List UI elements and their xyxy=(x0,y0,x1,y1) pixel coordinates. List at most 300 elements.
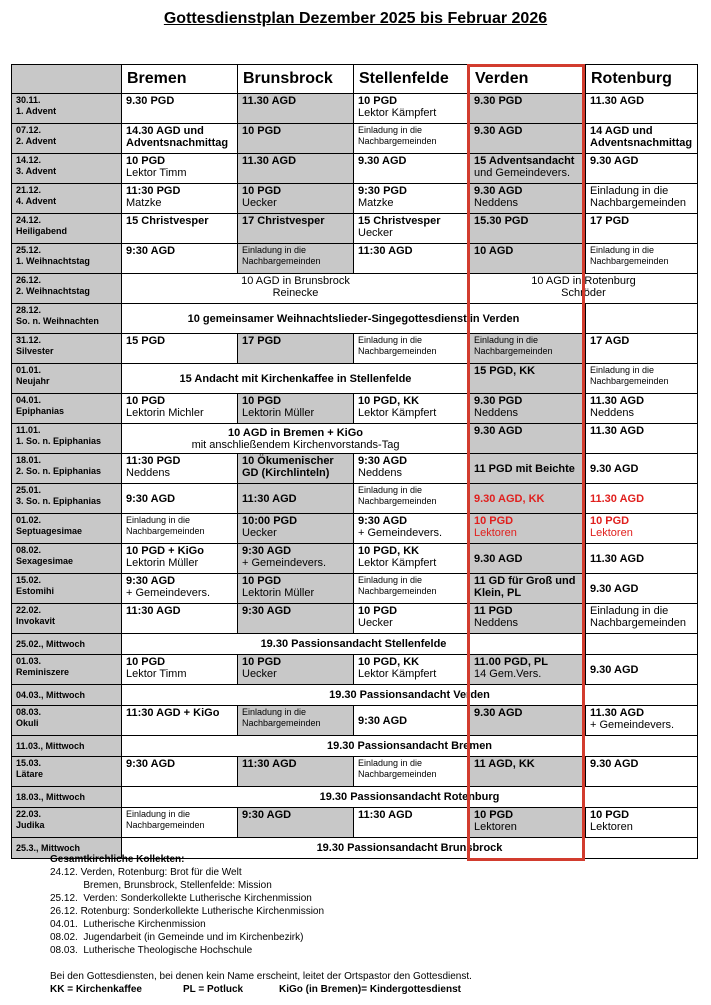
cell-line: Neujahr xyxy=(16,376,50,386)
cell-line: 9.30 AGD xyxy=(590,663,639,676)
cell-line: 10 PGD xyxy=(126,155,166,167)
rotenburg-cell xyxy=(586,757,698,787)
date-cell xyxy=(12,706,122,736)
cell-line: 11:30 PGD xyxy=(126,185,181,197)
cell-line: Nachbargemeinden xyxy=(126,820,205,830)
cell-line: und Gemeindevers. xyxy=(474,167,570,179)
schedule-row xyxy=(12,124,698,154)
brunsbrock-cell xyxy=(238,544,354,574)
verden-cell xyxy=(470,334,586,364)
joint-service-cell xyxy=(122,634,586,655)
verden-cell xyxy=(470,364,586,394)
cell-line: 25.01. xyxy=(16,485,42,495)
date-cell xyxy=(12,634,122,655)
rotenburg-cell xyxy=(586,655,698,685)
column-header-bremen: Bremen xyxy=(122,65,238,94)
cell-line: 9:30 AGD xyxy=(126,575,176,587)
cell-line: Lektor Timm xyxy=(126,668,187,680)
cell-line: 9:30 AGD xyxy=(126,758,176,770)
brunsbrock-cell xyxy=(238,604,354,634)
cell-line: Lektorin Müller xyxy=(242,407,315,419)
cell-line: 9.30 AGD xyxy=(358,155,407,167)
cell-line: 10 PGD xyxy=(358,95,398,107)
date-cell xyxy=(12,94,122,124)
cell-line: 11 AGD, KK xyxy=(474,758,535,770)
cell-line: 10 AGD xyxy=(474,245,514,257)
date-cell xyxy=(12,604,122,634)
cell-line: 10 AGD in Brunsbrock xyxy=(241,275,350,287)
date-cell xyxy=(12,454,122,484)
cell-line: 10 PGD xyxy=(358,605,398,617)
date-cell xyxy=(12,304,122,334)
cell-line: 15.02. xyxy=(16,575,42,585)
date-cell xyxy=(12,736,122,757)
cell-line: 11:30 AGD xyxy=(358,809,413,821)
cell-line: 11.30 AGD xyxy=(242,155,297,167)
cell-line: Estomihi xyxy=(16,586,55,596)
brunsbrock-cell xyxy=(238,154,354,184)
cell-line: 9.30 AGD, KK xyxy=(474,492,545,505)
cell-line: 17 PGD xyxy=(242,335,282,347)
cell-line: Matzke xyxy=(126,197,162,209)
stellenfelde-cell xyxy=(354,514,470,544)
bremen-cell xyxy=(122,808,238,838)
cell-line: 07.12. xyxy=(16,125,42,135)
rotenburg-cell xyxy=(586,214,698,244)
brunsbrock-cell xyxy=(238,514,354,544)
joint-service-cell xyxy=(122,274,470,304)
schedule-row xyxy=(12,655,698,685)
schedule-row xyxy=(12,184,698,214)
cell-line: 9.30 AGD xyxy=(590,582,639,595)
stellenfelde-cell xyxy=(354,655,470,685)
date-cell xyxy=(12,484,122,514)
cell-line: 10 AGD in Rotenburg xyxy=(531,275,636,287)
cell-line: Einladung in die xyxy=(242,245,307,255)
cell-line: 11 PGD xyxy=(474,605,513,617)
cell-line: 11.30 AGD xyxy=(590,492,645,505)
verden-cell xyxy=(470,184,586,214)
rotenburg-cell xyxy=(586,424,698,454)
cell-line: mit anschließendem Kirchenvorstands-Tag xyxy=(191,438,400,451)
cell-line: 04.03., Mittwoch xyxy=(16,689,86,700)
cell-line: Einladung in die xyxy=(590,245,655,255)
cell-line: 11.30 AGD xyxy=(590,95,645,107)
stellenfelde-cell xyxy=(354,334,470,364)
cell-line: Einladung in die xyxy=(126,515,191,525)
cell-line: Lektor Kämpfert xyxy=(358,107,437,119)
cell-line: 17 AGD xyxy=(590,335,630,347)
cell-line: Einladung in die xyxy=(358,575,423,585)
legend-kk: KK = Kirchenkaffee xyxy=(50,984,142,995)
cell-line: 14.30 AGD und xyxy=(126,125,204,137)
column-header-brunsbrock: Brunsbrock xyxy=(238,65,354,94)
cell-line: 18.01. xyxy=(16,455,42,465)
cell-line: Lektoren xyxy=(590,527,633,539)
joint-service-cell xyxy=(122,304,586,334)
cell-line: 9:30 AGD xyxy=(358,455,408,467)
pastor-note: Bei den Gottesdiensten, bei denen kein Name erscheint, leitet der Ortspastor den Gottesdienst. xyxy=(50,971,472,982)
cell-line: Lektorin Müller xyxy=(126,557,199,569)
brunsbrock-cell xyxy=(238,655,354,685)
joint-service-cell xyxy=(122,364,470,394)
cell-line: Adventsnachmittag xyxy=(126,137,229,149)
cell-line: 15 Adventsandacht xyxy=(474,155,575,167)
cell-line: 10 PGD xyxy=(242,185,282,197)
date-cell xyxy=(12,655,122,685)
schedule-row xyxy=(12,424,698,454)
joint-service-cell xyxy=(122,736,698,757)
verden-cell xyxy=(470,808,586,838)
cell-line: Lektor Kämpfert xyxy=(358,557,437,569)
cell-line: Nachbargemeinden xyxy=(590,197,687,209)
stellenfelde-cell xyxy=(354,808,470,838)
column-header-rotenburg: Rotenburg xyxy=(586,65,698,94)
date-cell xyxy=(12,544,122,574)
cell-line: Judika xyxy=(16,820,45,830)
stellenfelde-cell xyxy=(354,574,470,604)
bremen-cell xyxy=(122,544,238,574)
brunsbrock-cell xyxy=(238,484,354,514)
brunsbrock-cell xyxy=(238,808,354,838)
cell-line: Einladung in die xyxy=(358,125,423,135)
schedule-table xyxy=(11,64,698,859)
schedule-row xyxy=(12,214,698,244)
cell-line: 2. So. n. Epiphanias xyxy=(16,466,102,476)
cell-line: Matzke xyxy=(358,197,394,209)
verden-cell xyxy=(470,394,586,424)
cell-line: Einladung in die xyxy=(358,758,423,768)
cell-line: Lektoren xyxy=(474,821,517,833)
brunsbrock-cell xyxy=(238,454,354,484)
verden-cell xyxy=(470,757,586,787)
bremen-cell xyxy=(122,334,238,364)
schedule-row xyxy=(12,244,698,274)
cell-line: Lektoren xyxy=(474,527,517,539)
cell-line: Nachbargemeinden xyxy=(590,376,669,386)
cell-line: 3. So. n. Epiphanias xyxy=(16,496,102,506)
cell-line: GD (Kirchlinteln) xyxy=(242,467,330,479)
collection-line: 08.03. Lutherische Theologische Hochschule xyxy=(50,945,253,956)
cell-line: 9:30 AGD xyxy=(358,714,408,727)
cell-line: 2. Advent xyxy=(16,136,57,146)
abbreviation-legend xyxy=(50,983,472,996)
cell-line: 9.30 AGD xyxy=(474,707,523,719)
cell-line: 15.30 PGD xyxy=(474,215,529,227)
cell-line: Heiligabend xyxy=(16,226,68,236)
cell-line: Uecker xyxy=(242,197,277,209)
cell-line: 10 PGD xyxy=(242,125,282,137)
collection-line: 08.02. Jugendarbeit (in Gemeinde und im Kirchenbezirk) xyxy=(50,932,304,943)
cell-line: 25.02., Mittwoch xyxy=(16,638,86,649)
joint-service-cell xyxy=(470,274,698,304)
cell-line: Neddens xyxy=(358,467,403,479)
verden-cell xyxy=(470,154,586,184)
brunsbrock-cell xyxy=(238,124,354,154)
bremen-cell xyxy=(122,394,238,424)
bremen-cell xyxy=(122,124,238,154)
cell-line: 31.12. xyxy=(16,335,42,345)
schedule-row xyxy=(12,574,698,604)
rotenburg-cell xyxy=(586,604,698,634)
legend-pl: PL = Potluck xyxy=(183,984,244,995)
page-title: Gottesdienstplan Dezember 2025 bis Februar 2026 xyxy=(163,10,548,27)
cell-line: + Gemeindevers. xyxy=(590,719,675,731)
verden-cell xyxy=(470,574,586,604)
cell-line: 10 PGD + KiGo xyxy=(126,545,204,557)
cell-line: 9.30 AGD xyxy=(590,462,639,475)
date-cell xyxy=(12,394,122,424)
bremen-cell xyxy=(122,454,238,484)
cell-line: Nachbargemeinden xyxy=(358,346,437,356)
cell-line: 9:30 AGD xyxy=(242,809,292,821)
cell-line: 22.03. xyxy=(16,809,42,819)
cell-line: 15.03. xyxy=(16,758,42,768)
cell-line: Okuli xyxy=(16,718,39,728)
cell-line: 9.30 AGD xyxy=(474,185,523,197)
column-header-stellenfelde: Stellenfelde xyxy=(354,65,470,94)
stellenfelde-cell xyxy=(354,154,470,184)
cell-line: 9.30 PGD xyxy=(474,395,523,407)
cell-line: Neddens xyxy=(474,197,519,209)
column-header-verden: Verden xyxy=(470,65,586,94)
schedule-row xyxy=(12,454,698,484)
cell-line: 15 Christvesper xyxy=(358,215,441,227)
stellenfelde-cell xyxy=(354,604,470,634)
bremen-cell xyxy=(122,94,238,124)
cell-line: Septuagesimae xyxy=(16,526,83,536)
cell-line: Einladung in die xyxy=(358,485,423,495)
cell-line: 26.12. xyxy=(16,275,42,285)
cell-line: + Gemeindevers. xyxy=(358,527,443,539)
cell-line: 10 PGD xyxy=(242,575,282,587)
cell-line: 11.30 AGD xyxy=(590,552,645,565)
cell-line: 15 Andacht mit Kirchenkaffee in Stellenfelde xyxy=(179,372,412,385)
cell-line: 9:30 AGD xyxy=(242,545,292,557)
stellenfelde-cell xyxy=(354,757,470,787)
cell-line: 10 PGD xyxy=(242,656,282,668)
cell-line: 10:00 PGD xyxy=(242,515,298,527)
cell-line: 9.30 AGD xyxy=(474,425,523,437)
verden-cell xyxy=(470,214,586,244)
footer-notes xyxy=(50,853,472,996)
cell-line: Adventsnachmittag xyxy=(590,137,693,149)
cell-line: Klein, PL xyxy=(474,587,522,599)
joint-service-cell xyxy=(122,424,470,454)
stellenfelde-cell xyxy=(354,394,470,424)
rotenburg-cell xyxy=(586,124,698,154)
cell-line: 10 PGD xyxy=(126,395,166,407)
cell-line: Sexagesimae xyxy=(16,556,74,566)
date-cell xyxy=(12,124,122,154)
rotenburg-cell xyxy=(586,634,698,655)
cell-line: 1. Weihnachtstag xyxy=(16,256,90,266)
stellenfelde-cell xyxy=(354,214,470,244)
cell-line: Neddens xyxy=(590,407,635,419)
bremen-cell xyxy=(122,604,238,634)
bremen-cell xyxy=(122,184,238,214)
cell-line: 17 Christvesper xyxy=(242,215,325,227)
rotenburg-cell xyxy=(586,484,698,514)
cell-line: 28.12. xyxy=(16,305,42,315)
cell-line: 10 PGD xyxy=(590,809,630,821)
brunsbrock-cell xyxy=(238,244,354,274)
verden-cell xyxy=(470,454,586,484)
cell-line: Lektor Kämpfert xyxy=(358,668,437,680)
rotenburg-cell xyxy=(586,304,698,334)
date-cell xyxy=(12,244,122,274)
cell-line: Uecker xyxy=(242,527,277,539)
cell-line: Einladung in die xyxy=(242,707,307,717)
cell-line: 15 Christvesper xyxy=(126,215,209,227)
brunsbrock-cell xyxy=(238,94,354,124)
cell-line: Neddens xyxy=(474,617,519,629)
cell-line: 11:30 AGD xyxy=(242,758,297,770)
cell-line: 10 PGD xyxy=(242,395,282,407)
cell-line: 11.30 AGD xyxy=(590,707,645,719)
date-cell xyxy=(12,514,122,544)
cell-line: 19.30 Passionsandacht Rotenburg xyxy=(319,791,500,803)
cell-line: 04.01. xyxy=(16,395,42,405)
collection-line: 24.12. Verden, Rotenburg: Brot für die Welt xyxy=(50,867,242,878)
date-cell xyxy=(12,154,122,184)
cell-line: 11:30 AGD + KiGo xyxy=(126,707,220,719)
collections-list xyxy=(50,866,472,957)
cell-line: 24.12. xyxy=(16,215,42,225)
schedule-row xyxy=(12,514,698,544)
cell-line: 22.02. xyxy=(16,605,42,615)
cell-line: Lektoren xyxy=(590,821,633,833)
cell-line: Nachbargemeinden xyxy=(358,136,437,146)
cell-line: 08.02. xyxy=(16,545,42,555)
cell-line: + Gemeindevers. xyxy=(242,557,327,569)
schedule-row xyxy=(12,484,698,514)
verden-cell xyxy=(470,94,586,124)
cell-line: Nachbargemeinden xyxy=(590,617,687,629)
schedule-row xyxy=(12,706,698,736)
cell-line: Epiphanias xyxy=(16,406,65,416)
cell-line: 14.12. xyxy=(16,155,42,165)
cell-line: Reinecke xyxy=(272,287,319,299)
cell-line: Einladung in die xyxy=(590,185,669,197)
cell-line: Silvester xyxy=(16,346,54,356)
brunsbrock-cell xyxy=(238,574,354,604)
brunsbrock-cell xyxy=(238,706,354,736)
cell-line: 9:30 AGD xyxy=(126,492,176,505)
cell-line: 01.03. xyxy=(16,656,42,666)
rotenburg-cell xyxy=(586,94,698,124)
cell-line: 1. Advent xyxy=(16,106,57,116)
cell-line: 10 PGD, KK xyxy=(358,545,420,557)
bremen-cell xyxy=(122,244,238,274)
cell-line: + Gemeindevers. xyxy=(126,587,211,599)
schedule-row xyxy=(12,274,698,304)
cell-line: Nachbargemeinden xyxy=(242,256,321,266)
cell-line: 3. Advent xyxy=(16,166,57,176)
date-cell xyxy=(12,424,122,454)
cell-line: 9.30 AGD xyxy=(474,125,523,137)
cell-line: 14 Gem.Vers. xyxy=(474,668,542,680)
cell-line: 10 PGD, KK xyxy=(358,395,420,407)
cell-line: 9.30 AGD xyxy=(590,155,639,167)
cell-line: Einladung in die xyxy=(590,605,669,617)
collections-heading: Gesamtkirchliche Kollekten: xyxy=(50,854,185,865)
cell-line: 11 GD für Groß und xyxy=(474,575,576,587)
schedule-row xyxy=(12,334,698,364)
schedule-row xyxy=(12,757,698,787)
cell-line: 25.3., Mittwoch xyxy=(16,842,81,853)
collection-line: 04.01. Lutherische Kirchenmission xyxy=(50,919,206,930)
cell-line: 9.30 AGD xyxy=(474,552,523,565)
cell-line: 11:30 AGD xyxy=(242,492,297,505)
cell-line: Lektorin Michler xyxy=(126,407,204,419)
stellenfelde-cell xyxy=(354,484,470,514)
bremen-cell xyxy=(122,655,238,685)
verden-cell xyxy=(470,124,586,154)
schedule-row xyxy=(12,544,698,574)
cell-line: Nachbargemeinden xyxy=(358,769,437,779)
cell-line: 19.30 Passionsandacht Bremen xyxy=(326,740,493,752)
bremen-cell xyxy=(122,574,238,604)
rotenburg-cell xyxy=(586,808,698,838)
cell-line: Uecker xyxy=(242,668,277,680)
cell-line: Lektorin Müller xyxy=(242,587,315,599)
cell-line: So. n. Weihnachten xyxy=(16,316,99,326)
joint-service-cell xyxy=(122,685,698,706)
cell-line: 9:30 PGD xyxy=(358,185,407,197)
bremen-cell xyxy=(122,757,238,787)
schedule-row xyxy=(12,685,698,706)
cell-line: Nachbargemeinden xyxy=(590,256,669,266)
bremen-cell xyxy=(122,706,238,736)
verden-cell xyxy=(470,514,586,544)
date-cell xyxy=(12,574,122,604)
date-cell xyxy=(12,757,122,787)
cell-line: 9:30 AGD xyxy=(242,605,292,617)
cell-line: 11.01. xyxy=(16,425,41,435)
schedule-row xyxy=(12,154,698,184)
brunsbrock-cell xyxy=(238,394,354,424)
cell-line: Einladung in die xyxy=(474,335,539,345)
stellenfelde-cell xyxy=(354,454,470,484)
cell-line: 11.30 AGD xyxy=(590,395,645,407)
cell-line: 11.30 AGD xyxy=(590,425,645,437)
cell-line: 9.30 PGD xyxy=(126,95,175,107)
verden-cell xyxy=(470,544,586,574)
verden-cell xyxy=(470,604,586,634)
cell-line: Uecker xyxy=(358,617,393,629)
cell-line: 19.30 Passionsandacht Verden xyxy=(329,689,490,701)
date-cell xyxy=(12,685,122,706)
schedule-row xyxy=(12,634,698,655)
date-cell xyxy=(12,274,122,304)
cell-line: 11.30 AGD xyxy=(242,95,297,107)
cell-line: 15 PGD, KK xyxy=(474,365,536,377)
rotenburg-cell xyxy=(586,574,698,604)
cell-line: Nachbargemeinden xyxy=(242,718,321,728)
cell-line: 10 PGD xyxy=(590,515,630,527)
date-cell xyxy=(12,214,122,244)
cell-line: 21.12. xyxy=(16,185,42,195)
verden-cell xyxy=(470,424,586,454)
cell-line: 14 AGD und xyxy=(590,125,653,137)
cell-line: 9.30 PGD xyxy=(474,95,523,107)
date-cell xyxy=(12,808,122,838)
cell-line: Einladung in die xyxy=(126,809,191,819)
cell-line: Lektor Timm xyxy=(126,167,187,179)
brunsbrock-cell xyxy=(238,334,354,364)
brunsbrock-cell xyxy=(238,757,354,787)
